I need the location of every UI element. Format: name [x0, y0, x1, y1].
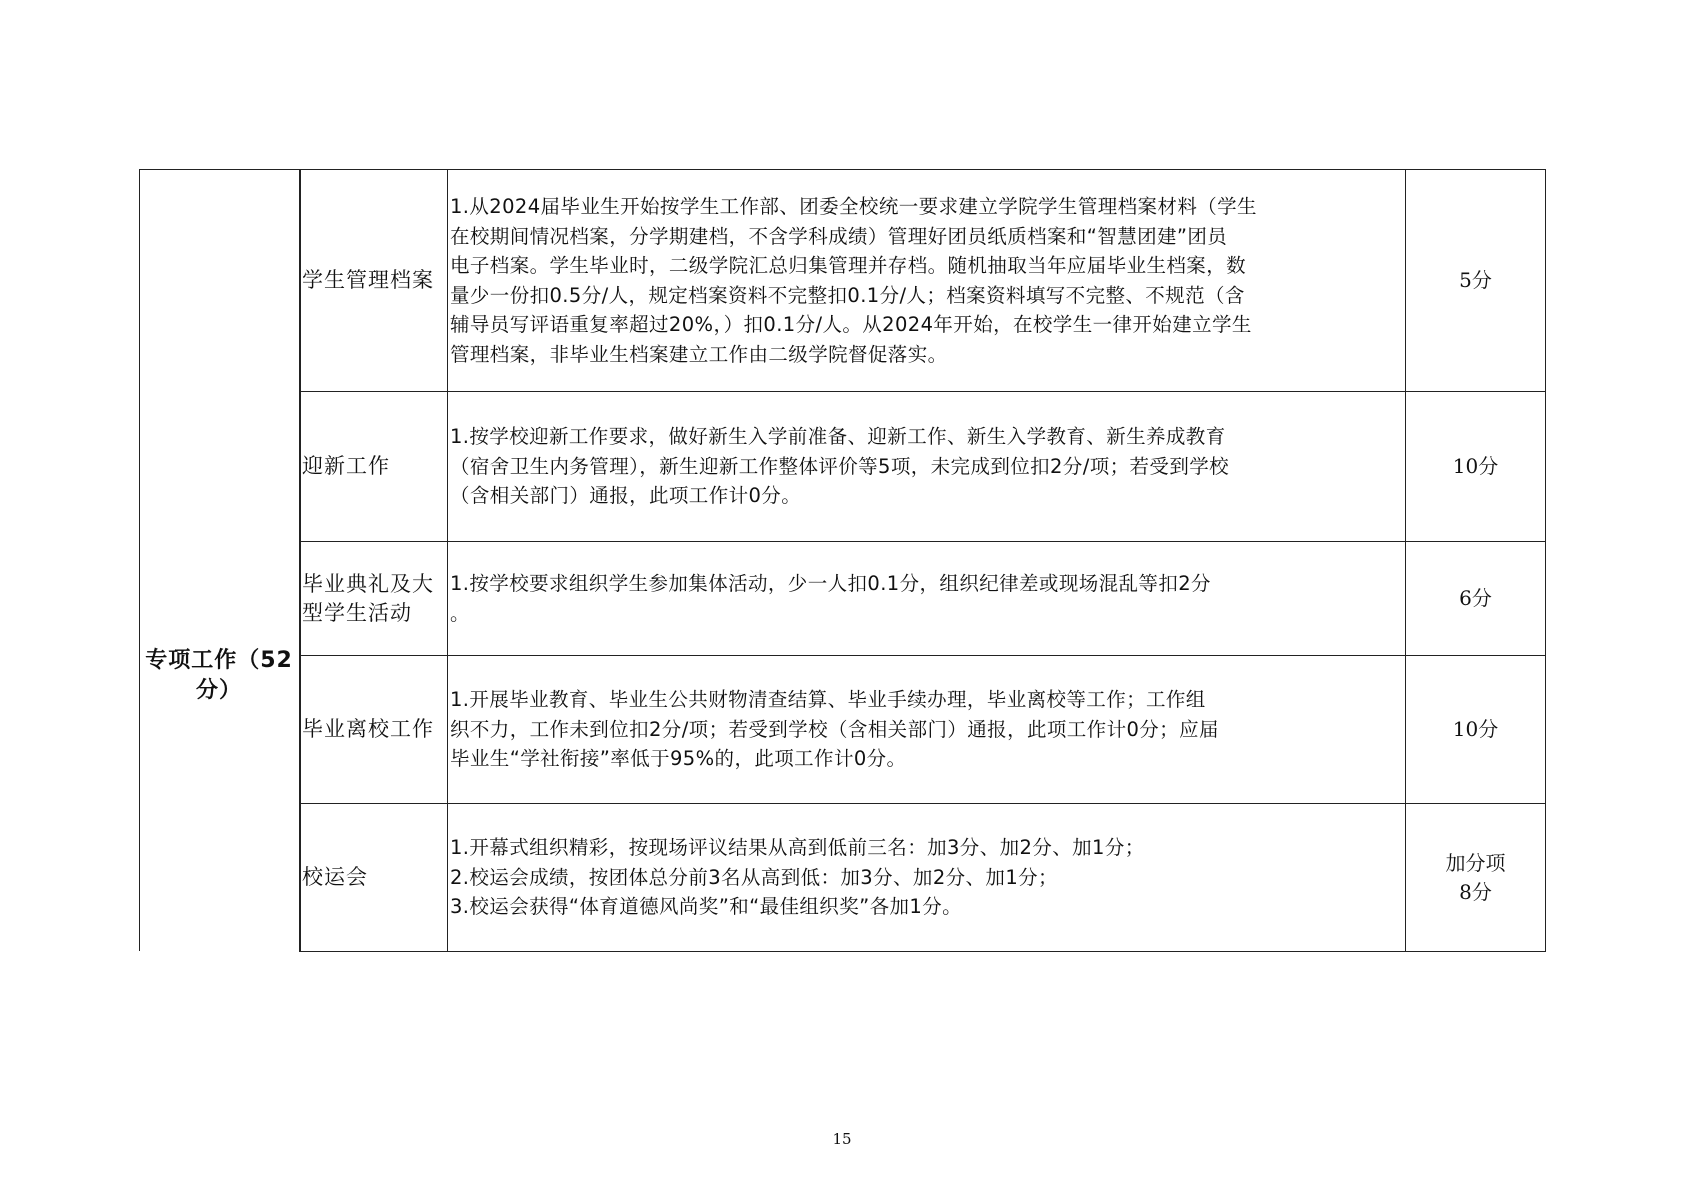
score-value	[1406, 452, 1545, 481]
requirement-cell	[448, 392, 1406, 542]
score-value	[1406, 849, 1545, 907]
score-line: 5分	[1459, 268, 1492, 292]
requirement-line: 在校期间情况档案，分学期建档，不含学科成绩）管理好团员纸质档案和“智慧团建”团员	[450, 224, 1228, 248]
category-label	[144, 646, 294, 706]
requirement-cell	[448, 170, 1406, 392]
requirement-line: 辅导员写评语重复率超过20%，）扣0.1分/人。从2024年开始，在校学生一律开始建立学生	[450, 313, 1252, 336]
item-cell	[300, 392, 448, 542]
score-cell	[1406, 542, 1546, 656]
requirement-line: 毕业生“学社衔接”率低于95%的，此项工作计0分。	[450, 747, 907, 771]
requirement-line: （宿舍卫生内务管理），新生迎新工作整体评价等5项，未完成到位扣2分/项；若受到学校	[450, 454, 1230, 478]
scoring-table	[299, 169, 1546, 952]
table-row	[300, 392, 1546, 542]
requirement-cell	[448, 804, 1406, 952]
table-row	[300, 542, 1546, 656]
requirement-line: 。	[450, 601, 470, 625]
score-line: 10分	[1452, 454, 1499, 478]
item-name: 毕业典礼及大型学生活动	[302, 571, 434, 625]
item-cell	[300, 542, 448, 656]
requirement-text	[448, 569, 1405, 628]
requirement-line: 3.校运会获得“体育道德风尚奖”和“最佳组织奖”各加1分。	[450, 895, 963, 919]
score-cell	[1406, 170, 1546, 392]
item-name: 校运会	[302, 865, 368, 889]
requirement-cell	[448, 542, 1406, 656]
item-name: 毕业离校工作	[302, 717, 434, 741]
requirement-text	[448, 422, 1405, 511]
requirement-line: （含相关部门）通报，此项工作计0分。	[450, 484, 802, 508]
requirement-line: 2.校运会成绩，按团体总分前3名从高到低：加3分、加2分、加1分；	[450, 865, 1058, 889]
requirement-line: 量少一份扣0.5分/人，规定档案资料不完整扣0.1分/人；档案资料填写不完整、不规范（含	[450, 283, 1245, 307]
table-row	[300, 656, 1546, 804]
score-line: 8分	[1459, 879, 1492, 904]
score-cell	[1406, 656, 1546, 804]
requirement-text	[448, 192, 1405, 369]
score-value	[1406, 266, 1545, 295]
score-line: 6分	[1459, 586, 1492, 610]
item-name: 学生管理档案	[302, 268, 434, 292]
score-line: 10分	[1452, 717, 1499, 741]
score-cell	[1406, 804, 1546, 952]
requirement-line: 1.按学校迎新工作要求，做好新生入学前准备、迎新工作、新生入学教育、新生养成教育	[450, 425, 1226, 449]
category-label-line-1: 专项工作（52	[145, 648, 293, 673]
requirement-text	[448, 833, 1405, 922]
requirement-cell	[448, 656, 1406, 804]
requirement-line: 织不力，工作未到位扣2分/项；若受到学校（含相关部门）通报，此项工作计0分；应届	[450, 717, 1219, 741]
item-cell	[300, 804, 448, 952]
table-row	[300, 804, 1546, 952]
requirement-line: 电子档案。学生毕业时，二级学院汇总归集管理并存档。随机抽取当年应届毕业生档案，数	[450, 254, 1247, 277]
requirement-line: 1.开展毕业教育、毕业生公共财物清查结算、毕业手续办理，毕业离校等工作；工作组	[450, 688, 1206, 712]
requirement-line: 管理档案，非毕业生档案建立工作由二级学院督促落实。	[450, 342, 948, 366]
score-value	[1406, 584, 1545, 613]
table-row	[300, 170, 1546, 392]
item-cell	[300, 656, 448, 804]
page-number: 15	[832, 1130, 852, 1148]
category-label-line-2: 分）	[195, 678, 242, 703]
requirement-line: 1.从2024届毕业生开始按学生工作部、团委全校统一要求建立学院学生管理档案材料（学生	[450, 195, 1257, 218]
scoring-table-frame	[139, 169, 1545, 951]
item-name: 迎新工作	[302, 454, 390, 478]
requirement-line: 1.按学校要求组织学生参加集体活动，少一人扣0.1分，组织纪律差或现场混乱等扣2分	[450, 572, 1211, 595]
category-column	[139, 169, 301, 951]
score-cell	[1406, 392, 1546, 542]
item-cell	[300, 170, 448, 392]
score-line: 加分项	[1445, 850, 1506, 875]
requirement-text	[448, 685, 1405, 774]
score-value	[1406, 715, 1545, 744]
requirement-line: 1.开幕式组织精彩，按现场评议结果从高到低前三名：加3分、加2分、加1分；	[450, 836, 1145, 860]
